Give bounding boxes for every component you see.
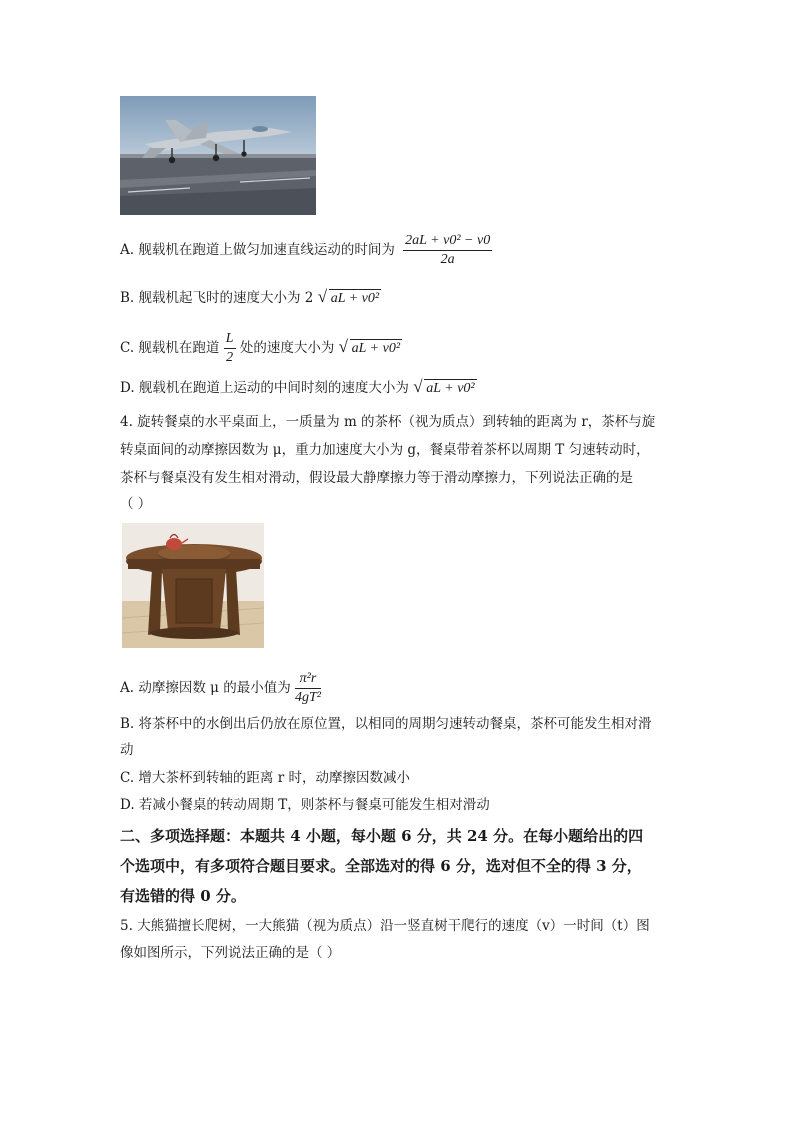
q5-stem-line-1: 5. 大熊猫擅长爬树，一大熊猫（视为质点）沿一竖直树干爬行的速度（v）一时间（t）图	[120, 918, 650, 934]
q3-option-d-sqrt: √ aL + v0²	[413, 377, 475, 396]
q4-option-a-fraction	[295, 670, 321, 707]
q4-option-a-denominator: 4gT²	[295, 690, 321, 705]
q3-option-b	[120, 288, 381, 309]
q4-option-c: C. 增大茶杯到转轴的距离 r 时，动摩擦因数减小	[120, 770, 410, 786]
q4-option-b-line-1: B. 将茶杯中的水倒出后仍放在原位置，以相同的周期匀速转动餐桌，茶杯可能发生相对滑	[120, 716, 652, 732]
q4-stem-line-1: 4. 旋转餐桌的水平桌面上，一质量为 m 的茶杯（视为质点）到转轴的距离为 r，茶杯与旋	[120, 414, 656, 430]
q3-option-c-fraction	[224, 330, 236, 367]
q3-option-b-radicand: aL + v0²	[330, 291, 380, 306]
q4-option-a-numerator: π²r	[295, 670, 321, 689]
q3-option-a-text: A. 舰载机在跑道上做匀加速直线运动的时间为	[120, 242, 395, 258]
q3-option-c-text: C. 舰载机在跑道	[120, 340, 220, 356]
q3-option-b-sqrt: √ aL + v0²	[317, 287, 380, 306]
q3-option-c	[120, 330, 402, 367]
q3-option-c-denominator: 2	[226, 350, 234, 365]
q5-stem-line-2: 像如图所示，下列说法正确的是（ ）	[120, 945, 341, 961]
q4-stem-line-3: 茶杯与餐桌没有发生相对滑动，假设最大静摩擦力等于滑动摩擦力，下列说法正确的是	[120, 470, 633, 486]
q4-option-a-text: A. 动摩擦因数 μ 的最小值为	[120, 680, 291, 696]
q4-option-b-line-2: 动	[120, 742, 134, 758]
q3-option-a	[120, 232, 492, 269]
section-2-line-1: 二、多项选择题：本题共 4 小题，每小题 6 分，共 24 分。在每小题给出的四	[120, 827, 644, 845]
q4-option-a	[120, 670, 321, 707]
q3-option-d-radicand: aL + v0²	[426, 381, 475, 396]
q3-option-c-sqrt: √ aL + v0²	[338, 337, 401, 356]
q3-option-c-numerator: L	[224, 330, 236, 349]
section-2-line-3: 有选错的得 0 分。	[120, 887, 246, 905]
q3-option-d	[120, 378, 477, 399]
q4-option-d: D. 若减小餐桌的转动周期 T，则茶杯与餐桌可能发生相对滑动	[120, 797, 490, 813]
q3-option-b-text: B. 舰载机起飞时的速度大小为 2	[120, 290, 314, 306]
q3-option-d-text: D. 舰载机在跑道上运动的中间时刻的速度大小为	[120, 380, 409, 396]
q3-option-a-fraction	[403, 232, 492, 269]
rotating-table-photo	[122, 523, 264, 648]
q3-option-a-numerator: 2aL + v0² − v0	[403, 232, 492, 251]
q4-stem-line-4: （ ）	[120, 496, 152, 512]
q3-option-a-denominator: 2a	[440, 252, 455, 267]
carrier-jet-photo	[120, 96, 316, 215]
q4-stem-line-2: 转桌面间的动摩擦因数为 μ，重力加速度大小为 g，餐桌带着茶杯以周期 T 匀速转动时，	[120, 442, 650, 458]
q3-option-c-mid-text: 处的速度大小为	[239, 340, 335, 356]
section-2-line-2: 个选项中，有多项符合题目要求。全部选对的得 6 分，选对但不全的得 3 分，	[120, 857, 642, 875]
q3-option-c-radicand: aL + v0²	[351, 341, 401, 356]
